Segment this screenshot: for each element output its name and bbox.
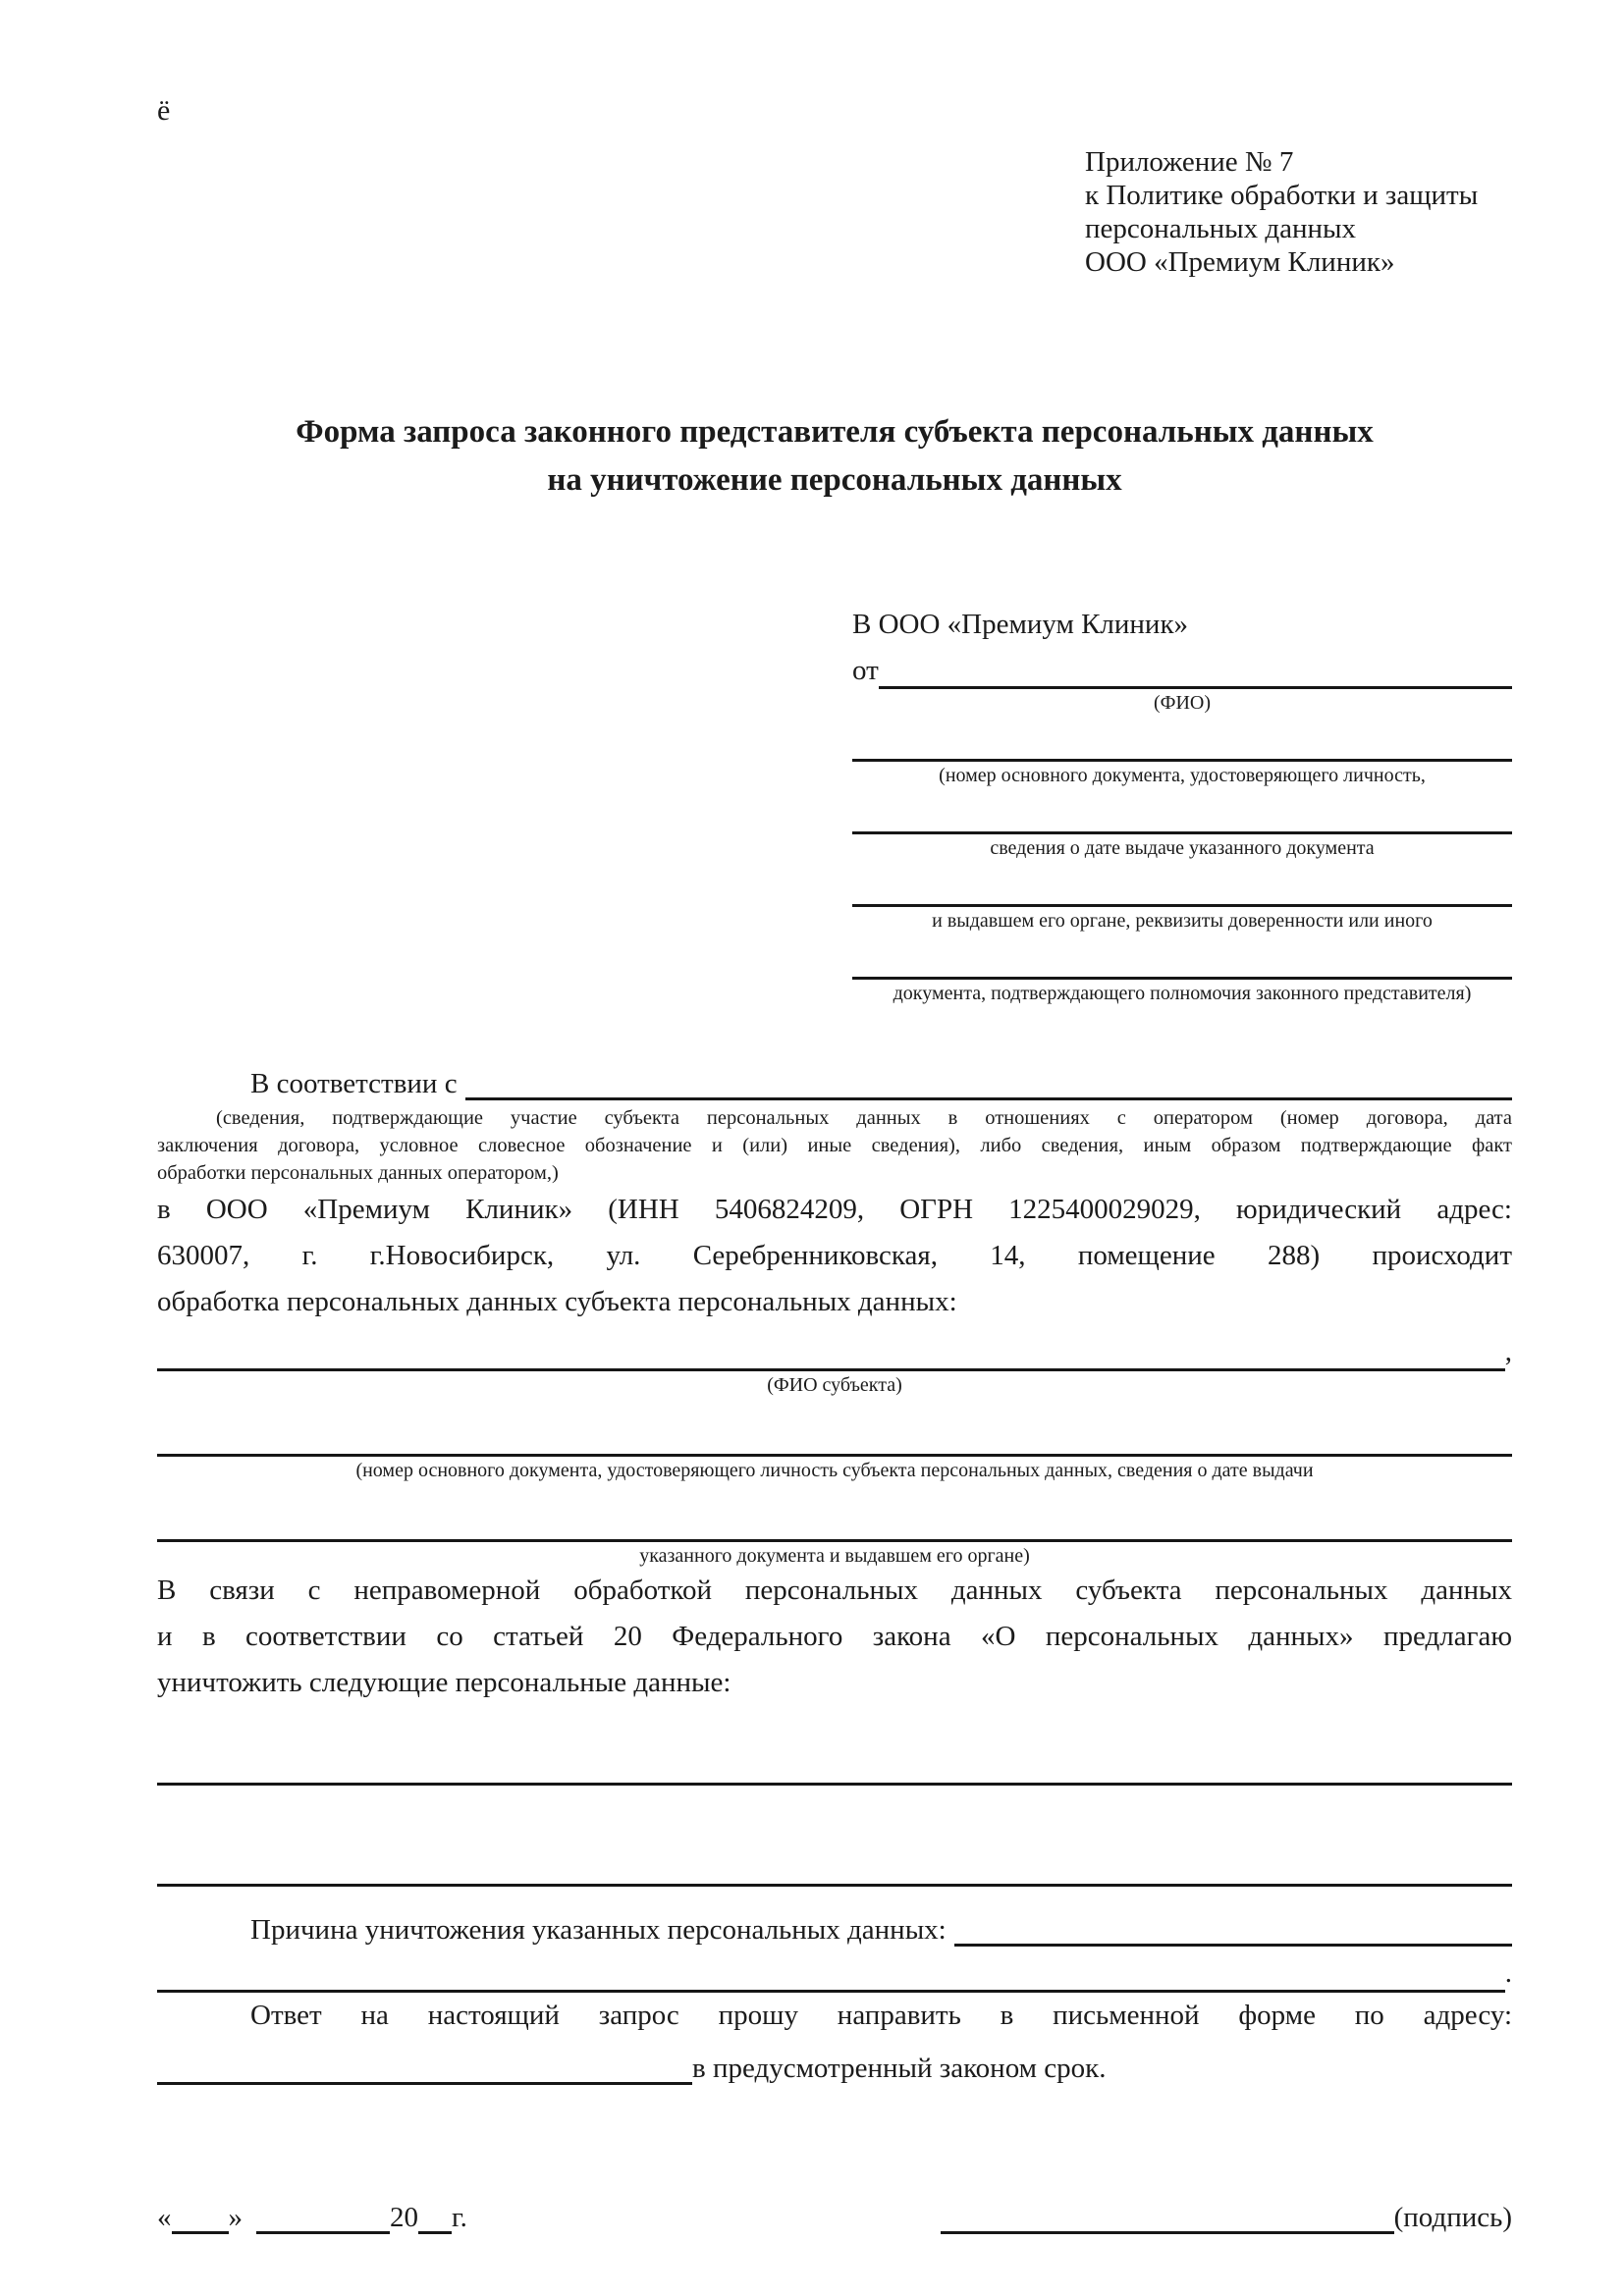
appendix-header-line: персональных данных: [1085, 213, 1357, 244]
document-title-line2: на уничтожение персональных данных: [547, 462, 1122, 498]
data-to-destroy-field-line1[interactable]: [157, 1739, 1512, 1786]
reason-lead: Причина уничтожения указанных персональных данных:: [250, 1914, 947, 1946]
subject-doc-caption1: (номер основного документа, удостоверяющего личность субъекта персональных данных, сведения о дате выдачи: [355, 1460, 1314, 1481]
footer-row: [157, 2191, 1512, 2234]
reason-continued-row: [157, 1947, 1512, 1993]
accordance-lead: В соответствии с: [250, 1068, 458, 1099]
data-to-destroy-field-line2[interactable]: [157, 1841, 1512, 1887]
addressee-organization: В ООО «Премиум Клиник»: [852, 609, 1189, 640]
demand-paragraph-line: и в соответствии со статьей 20 Федерального закона «О персональных данных» предлагаю: [157, 1621, 1512, 1652]
accordance-row: [157, 1054, 1512, 1100]
subject-fio-suffix: ,: [1504, 1336, 1512, 1367]
subject-fio-caption: (ФИО субъекта): [767, 1374, 902, 1396]
stray-character: ё: [157, 94, 171, 127]
appendix-header-line: Приложение № 7: [1085, 146, 1294, 178]
date-group: [157, 2191, 467, 2234]
accordance-note-line: обработки персональных данных оператором,): [157, 1162, 559, 1184]
demand-paragraph-line: уничтожить следующие персональные данные:: [157, 1667, 731, 1698]
subject-doc-field-line[interactable]: [157, 1411, 1512, 1457]
power-of-attorney-caption: документа, подтверждающего полномочия законного представителя): [893, 983, 1472, 1004]
date-year-field-line[interactable]: [418, 2198, 452, 2234]
subject-fio-field-line[interactable]: [157, 1333, 1505, 1371]
accordance-field-line[interactable]: [465, 1062, 1512, 1100]
doc-issue-date-field-line[interactable]: [852, 790, 1512, 834]
operator-paragraph-line: обработка персональных данных субъекта персональных данных:: [157, 1286, 957, 1317]
reason-row: [157, 1900, 1512, 1947]
power-of-attorney-field-line[interactable]: [852, 935, 1512, 980]
date-year-suffix: г.: [452, 2202, 467, 2233]
answer-address-field-line[interactable]: [157, 2047, 692, 2085]
from-label: от: [852, 655, 879, 686]
subject-doc-field-line2[interactable]: [157, 1496, 1512, 1542]
operator-paragraph-line: в ООО «Премиум Клиник» (ИНН 5406824209, ОГРН 1225400029029, юридический адрес:: [157, 1194, 1512, 1225]
representative-doc-caption: (номер основного документа, удостоверяющего личность,: [939, 765, 1426, 786]
signature-group: [941, 2191, 1512, 2234]
operator-paragraph-line: 630007, г. г.Новосибирск, ул. Серебренниковская, 14, помещение 288) происходит: [157, 1240, 1512, 1271]
accordance-note-line: (сведения, подтверждающие участие субъекта персональных данных в отношениях с оператором (номер договора, дата: [216, 1107, 1512, 1129]
accordance-note: [157, 1104, 1512, 1187]
reason-field-line[interactable]: [954, 1908, 1512, 1947]
fio-caption: (ФИО): [1153, 692, 1211, 714]
reason-field-line2[interactable]: [157, 1954, 1505, 1993]
operator-paragraph: [157, 1187, 1512, 1325]
document-title-line1: Форма запроса законного представителя субъекта персональных данных: [296, 414, 1374, 450]
subject-fio-row: [157, 1325, 1512, 1371]
representative-fio-field-line[interactable]: [879, 651, 1512, 689]
date-year-prefix: 20: [390, 2202, 418, 2233]
doc-authority-field-line[interactable]: [852, 863, 1512, 907]
subject-doc-caption2: указанного документа и выдавшем его органе): [639, 1545, 1030, 1567]
document-title: [157, 408, 1512, 505]
from-row: [852, 648, 1512, 689]
appendix-header: [1085, 145, 1512, 279]
date-quote-open: «: [157, 2202, 172, 2233]
appendix-header-line: ООО «Премиум Клиник»: [1085, 246, 1395, 278]
date-day-field-line[interactable]: [172, 2198, 229, 2234]
reason-suffix: .: [1504, 1957, 1512, 1989]
addressee-block: [852, 605, 1512, 1005]
answer-tail-text: в предусмотренный законом срок.: [692, 2053, 1107, 2084]
answer-address-row: [157, 2039, 1512, 2085]
demand-paragraph-line: В связи с неправомерной обработкой персональных данных субъекта персональных данных: [157, 1575, 1512, 1606]
signature-field-line[interactable]: [941, 2198, 1394, 2234]
signature-caption: (подпись): [1393, 2202, 1512, 2233]
doc-authority-caption: и выдавшем его органе, реквизиты доверенности или иного: [932, 910, 1433, 932]
appendix-header-line: к Политике обработки и защиты: [1085, 180, 1479, 211]
demand-paragraph: [157, 1568, 1512, 1706]
representative-doc-field-line[interactable]: [852, 718, 1512, 762]
date-quote-close: »: [228, 2202, 243, 2233]
body-block: [157, 1054, 1512, 2085]
date-month-field-line[interactable]: [256, 2198, 390, 2234]
answer-paragraph: Ответ на настоящий запрос прошу направить в письменной форме по адресу:: [250, 2000, 1512, 2031]
doc-issue-date-caption: сведения о дате выдаче указанного документа: [990, 837, 1375, 859]
accordance-note-line: заключения договора, условное словесное обозначение и (или) иные сведения), либо сведения, иным образом подтверждающие факт: [157, 1135, 1512, 1156]
